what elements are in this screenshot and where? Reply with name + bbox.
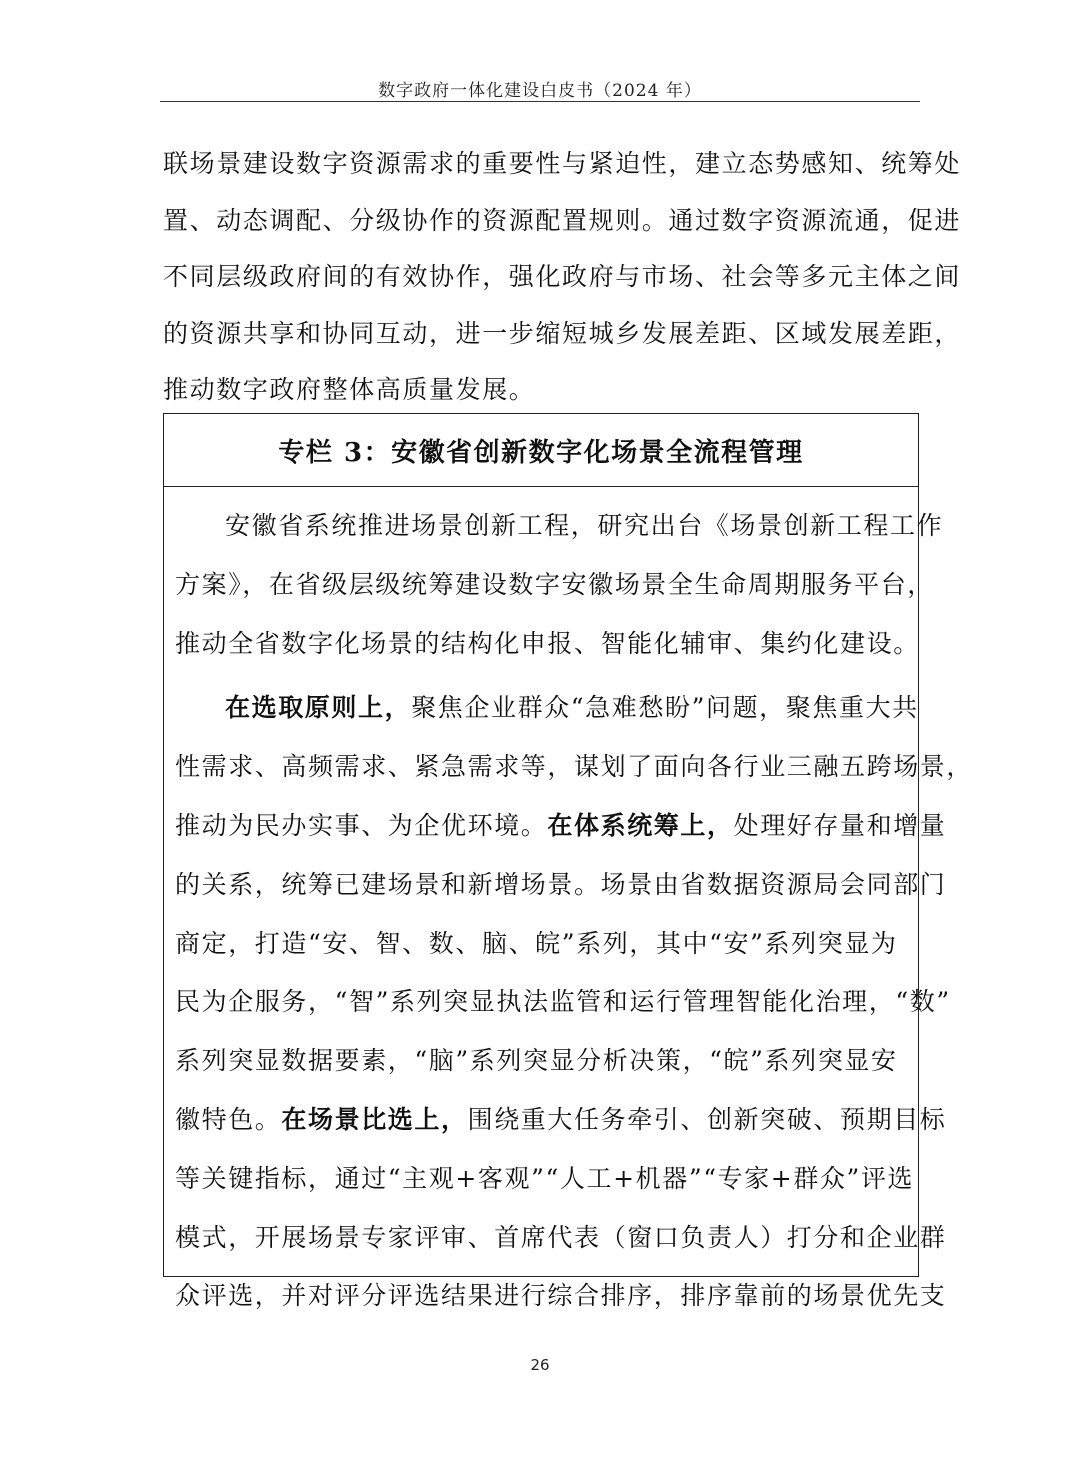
box-text-line (175, 797, 947, 856)
text-line: 不同层级政府间的有效协作，强化政府与市场、社会等多元主体之间 (163, 262, 962, 291)
box-text-line: 众评选，并对评分评选结果进行综合排序，排序靠前的场景优先支 (175, 1281, 947, 1311)
sidebar-box-column-3 (163, 413, 974, 1311)
box-text-line: 模式，开展场景专家评审、首席代表（窗口负责人）打分和企业群 (175, 1222, 947, 1252)
box-text-line (175, 679, 919, 738)
box-title: 专栏 3：安徽省创新数字化场景全流程管理 (164, 414, 918, 487)
box-text-line: 的关系，统筹已建场景和新增场景。场景由省数据资源局会同部门 (175, 869, 947, 899)
text-run: 徽特色。 (175, 1104, 282, 1134)
text-line: 推动数字政府整体高质量发展。 (163, 375, 536, 404)
text-line: 置、动态调配、分级协作的资源配置规则。通过数字资源流通，促进 (163, 205, 962, 235)
box-text-line: 民为企服务，“智”系列突显执法监管和运行管理智能化治理，“数” (175, 987, 951, 1017)
header-rule (160, 101, 920, 102)
box-body (164, 487, 974, 1326)
body-paragraph (163, 136, 962, 419)
running-header: 数字政府一体化建设白皮书（2024 年） (378, 81, 702, 101)
text-run: 推动为民办实事、为企优环境。 (175, 810, 548, 840)
box-text-line: 推动全省数字化场景的结构化申报、智能化辅审、集约化建设。 (175, 628, 920, 658)
bold-lead-selection-principle: 在选取原则上， (225, 693, 412, 723)
box-text-line: 商定，打造“安、智、数、脑、皖”系列，其中“安”系列突显为 (175, 928, 898, 958)
text-run: 处理好存量和增量 (733, 810, 947, 840)
page-number: 26 (530, 1356, 550, 1374)
box-text-line: 安徽省系统推进场景创新工程，研究出台《场景创新工程工作 (225, 511, 944, 540)
bold-lead-system-planning: 在体系统筹上， (547, 810, 734, 840)
box-text-line (175, 1091, 947, 1150)
text-run: 围绕重大任务牵引、创新突破、预期目标 (467, 1104, 947, 1134)
box-text-line: 性需求、高频需求、紧急需求等，谋划了面向各行业三融五跨场景， (175, 752, 974, 782)
text-line: 的资源共享和协同互动，进一步缩短城乡发展差距、区域发展差距， (163, 318, 962, 348)
box-text-line: 方案》，在省级层级统筹建设数字安徽场景全生命周期服务平台， (175, 569, 934, 599)
text-run: 聚焦企业群众“急难愁盼”问题，聚焦重大共 (411, 693, 919, 723)
box-text-line: 系列突显数据要素，“脑”系列突显分析决策，“皖”系列突显安 (175, 1046, 898, 1076)
text-line: 联场景建设数字资源需求的重要性与紧迫性，建立态势感知、统筹处 (163, 149, 962, 178)
box-text-line: 等关键指标，通过“主观+客观”“人工+机器”“专家+群众”评选 (175, 1163, 915, 1193)
bold-lead-scenario-selection: 在场景比选上， (281, 1104, 468, 1134)
